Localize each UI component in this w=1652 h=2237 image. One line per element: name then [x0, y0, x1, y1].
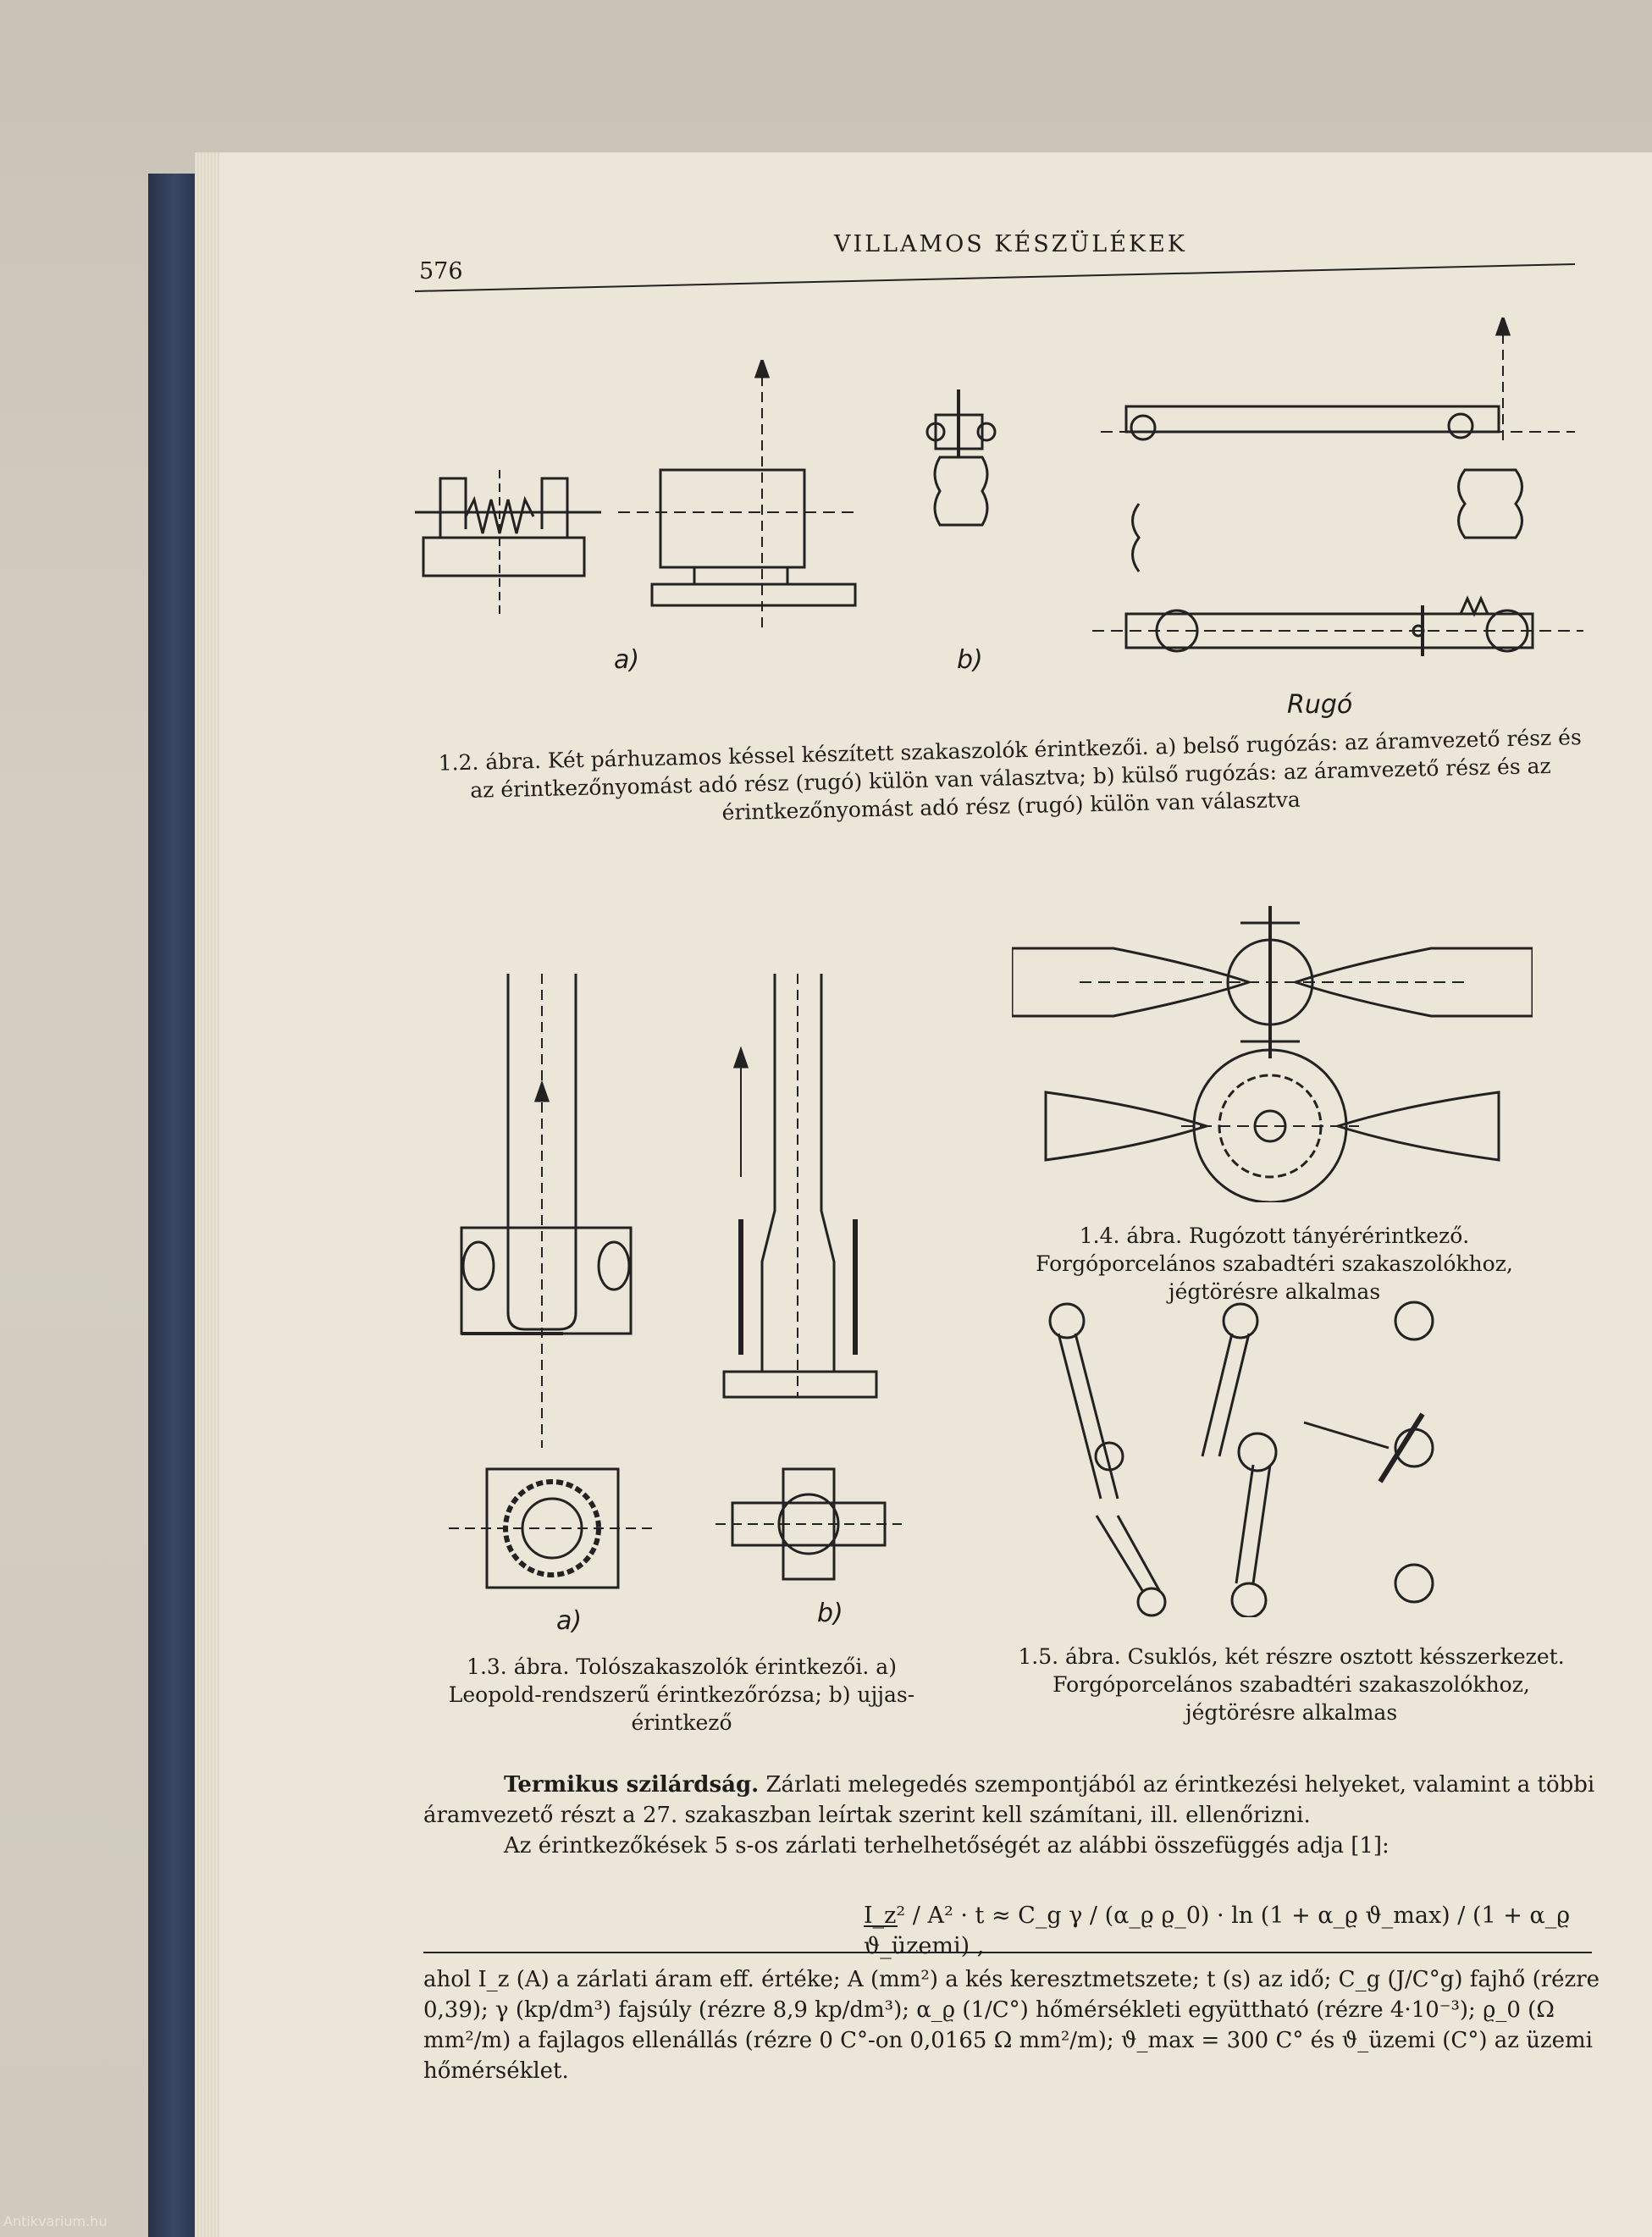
figure-1-2-blade-drawing — [1092, 318, 1583, 699]
figure-1-3a-label: a) — [556, 1606, 583, 1636]
page-edges — [195, 152, 220, 2237]
paragraph-symbols: ahol I_z (A) a zárlati áram eff. értéke; A (mm²) a kés keresztmetszete; t (s) az idő; C_g (J/C°g) fajhő (rézre 0,39); γ (kp/dm³) fajsúly (rézre 8,9 kp/dm³); α_ϱ (1/C°) hőmérsékleti együttható (rézre 4·10⁻³); ϱ_0 (Ω mm²/m) a fajlagos ellenállás (rézre 0 C°-on 0,0165 Ω mm²/m); ϑ_max = 300 C° és ϑ_üzemi (C°) az üzemi hőmérséklet. — [423, 1967, 1600, 2084]
formula-fraction-bars — [855, 1922, 1219, 1939]
figure-1-3b-fingers — [715, 1461, 902, 1588]
figure-1-2b-drawing — [618, 360, 864, 639]
figure-1-3a-rosette — [449, 1461, 652, 1605]
figure-1-4-drawing — [1012, 889, 1533, 1202]
figure-1-2-insulator-drawing — [906, 381, 1016, 550]
formula-rule — [423, 1952, 1592, 1953]
figure-1-3b-label: b) — [817, 1599, 843, 1628]
figure-1-4-caption: 1.4. ábra. Rugózott tányérérintkező. Forgóporcelános szabadtéri szakaszolókhoz, jégtörésre alkalmas — [1036, 1223, 1513, 1304]
figure-1-5-drawing — [1033, 1287, 1473, 1617]
term-termikus-szilardsag: Termikus szilárdság. — [504, 1772, 760, 1798]
running-title: VILLAMOS KÉSZÜLÉKEK — [834, 231, 1187, 257]
page-number: 576 — [419, 258, 463, 284]
figure-1-2a-label: a) — [614, 645, 640, 675]
figure-1-3a-drawing — [445, 974, 673, 1456]
watermark: Antikvarium.hu — [3, 2213, 108, 2229]
figure-1-5-caption: 1.5. ábra. Csuklós, két részre osztott késszerkezet. Forgóporcelános szabadtéri szakaszolókhoz, jégtörésre alkalmas — [1018, 1644, 1565, 1725]
paragraph-formula-intro: Az érintkezőkések 5 s-os zárlati terhelhetőségét az alábbi összefüggés adja [1]: — [504, 1833, 1390, 1859]
paragraph-thermal-strength — [423, 1770, 1600, 1831]
figure-1-2-spring-label: Rugó — [1287, 690, 1353, 720]
figure-1-3b-drawing — [694, 974, 914, 1406]
figure-1-2b-label: b) — [957, 645, 983, 675]
formula: I_z² / A² · t ≈ C_g γ / (α_ϱ ϱ_0) · ln (1 + α_ϱ ϑ_max) / (1 + α_ϱ ϑ_üzemi) , — [864, 1903, 1571, 1959]
paragraph-thermal-strength-text: Zárlati melegedés szempontjából az érintkezési helyeket, valamint a többi áramvezető részt a 27. szakaszban leírtak szerint kell számítani, ill. ellenőrizni. — [423, 1772, 1595, 1828]
figure-1-2a-drawing — [415, 470, 610, 618]
book-binding — [148, 174, 199, 2237]
figure-1-2-caption: 1.2. ábra. Két párhuzamos késsel készített szakaszolók érintkezői. a) belső rugózás: az áramvezető rész és az érintkezőnyomást adó rész (rugó) külön van választva; b) külső rugózás: az áramvezető rész és az érintkezőnyomást adó rész (rugó) külön van választva — [438, 725, 1583, 826]
header-rule — [415, 254, 1592, 296]
figure-1-3-caption: 1.3. ábra. Tolószakaszolók érintkezői. a) Leopold-rendszerű érintkezőrózsa; b) ujjas-érintkező — [448, 1654, 915, 1735]
